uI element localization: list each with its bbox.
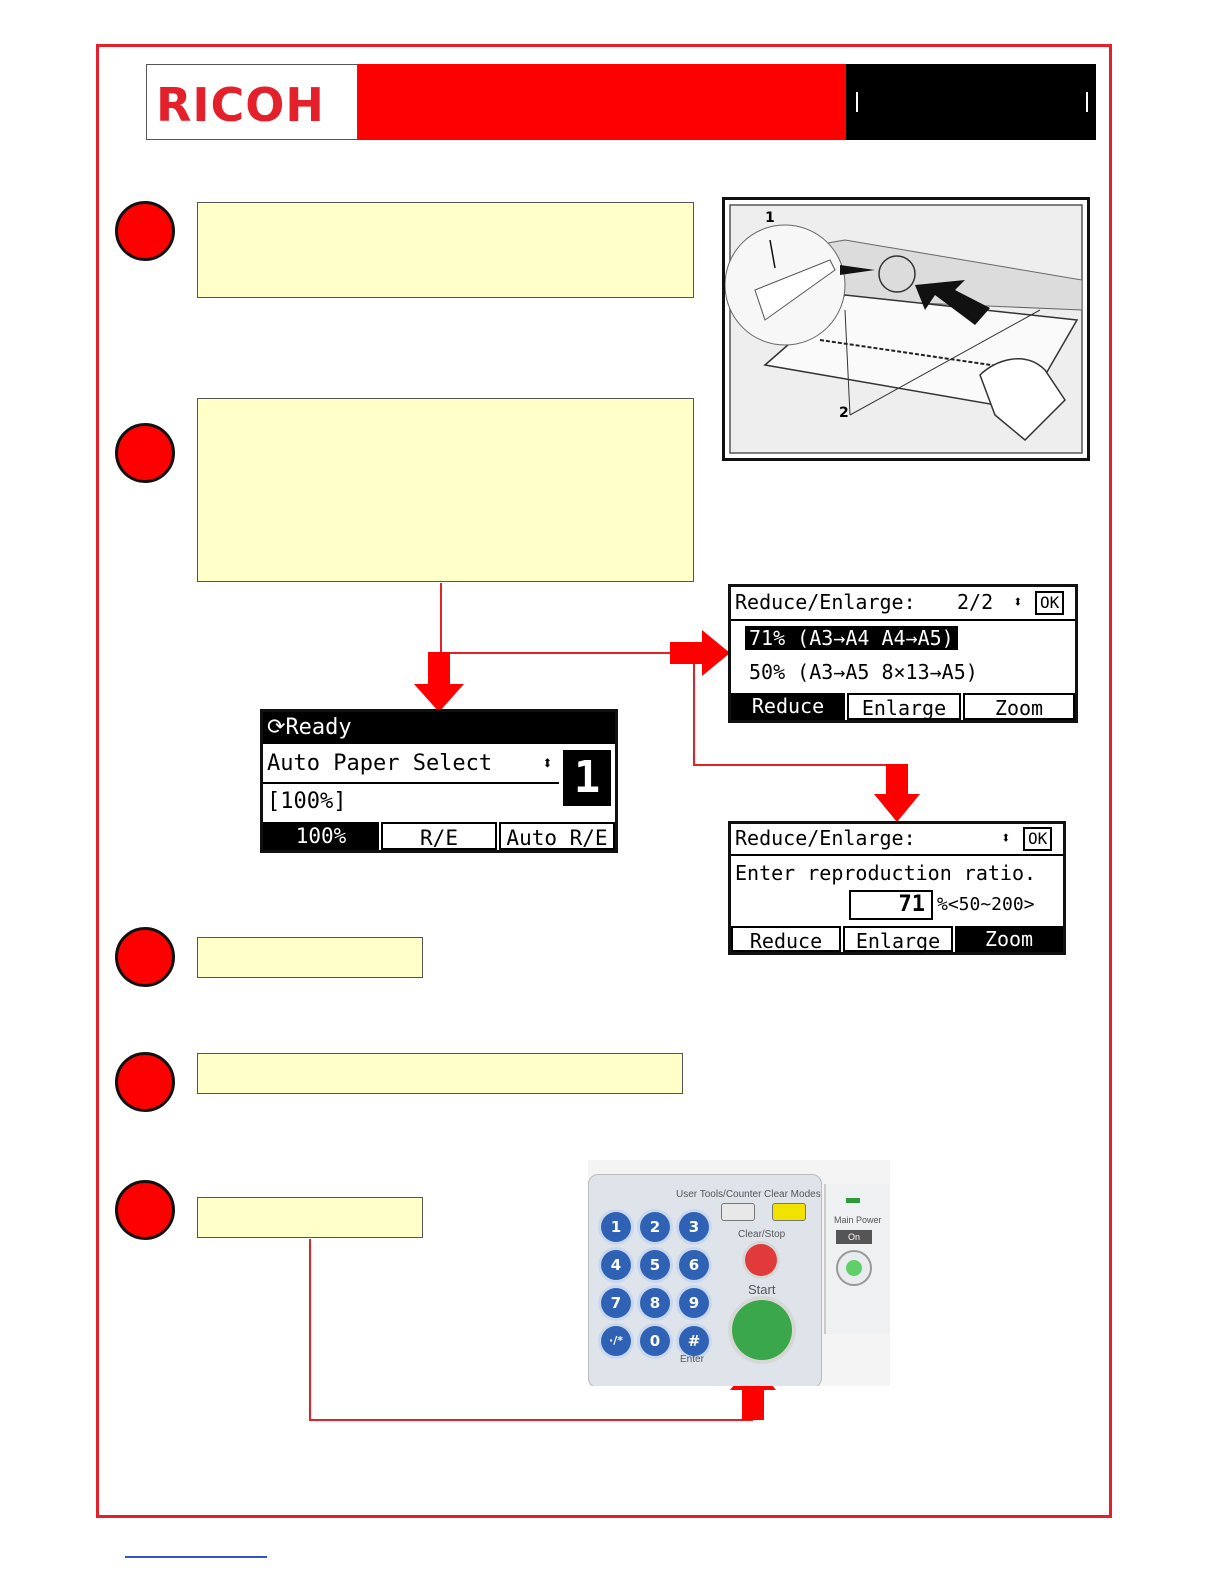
step-marker-1: [115, 201, 175, 261]
callout-2: 2: [839, 405, 849, 421]
lcd-tab-bar: [263, 822, 615, 850]
key-2[interactable]: 2: [640, 1212, 670, 1242]
key-0[interactable]: 0: [640, 1326, 670, 1356]
key-5[interactable]: 5: [640, 1250, 670, 1280]
connector-line: [309, 1419, 753, 1421]
platen-glass-drawing: [725, 200, 1087, 458]
lcd-tab-bar: [731, 926, 1063, 952]
ok-button[interactable]: OK: [1035, 591, 1064, 615]
clear-stop-button[interactable]: [745, 1244, 777, 1276]
tab-enlarge[interactable]: Enlarge: [847, 693, 961, 720]
power-indicator: [846, 1198, 860, 1203]
step-5-note: [197, 1197, 423, 1238]
connector-line: [440, 652, 695, 654]
ratio-input[interactable]: 71: [849, 890, 933, 920]
arrow-down-icon: [414, 652, 464, 712]
lcd-reduce-screen: [728, 584, 1078, 723]
step-3-note: [197, 937, 423, 978]
key-6[interactable]: 6: [679, 1250, 709, 1280]
header-title-slot: [856, 92, 1088, 112]
tab-re[interactable]: R/E: [381, 822, 497, 850]
user-tools-label: User Tools/Counter: [676, 1189, 762, 1200]
tab-zoom[interactable]: Zoom: [963, 693, 1075, 720]
callout-1: 1: [765, 210, 775, 226]
clear-stop-label: Clear/Stop: [738, 1229, 786, 1240]
option-50[interactable]: 50% (A3→A5 8×13→A5): [749, 660, 978, 684]
step-marker-4: [115, 1052, 175, 1112]
lcd-option-row: [731, 623, 1075, 653]
step-marker-5: [115, 1180, 175, 1240]
platen-glass-illustration: [722, 197, 1090, 461]
start-label: Start: [748, 1282, 776, 1297]
control-panel-photo: [588, 1160, 890, 1386]
lcd-zoom-prompt: Enter reproduction ratio.: [735, 861, 1037, 885]
step-4-note: [197, 1053, 683, 1094]
key-3[interactable]: 3: [679, 1212, 709, 1242]
connector-line: [309, 1239, 311, 1421]
ricoh-logo: RICOH: [156, 78, 325, 132]
lcd-paper-text: Auto Paper Select: [267, 751, 493, 776]
lcd-zoom-header: [731, 824, 1063, 856]
key-star[interactable]: ·/*: [601, 1326, 631, 1356]
lcd-page-indicator: 2/2: [957, 590, 994, 614]
lcd-ready-screen: [260, 709, 618, 853]
on-label: On: [836, 1230, 872, 1244]
lcd-reduce-header: [731, 587, 1075, 621]
start-button[interactable]: [732, 1300, 792, 1360]
footer-link[interactable]: [125, 1556, 267, 1558]
key-8[interactable]: 8: [640, 1288, 670, 1318]
key-1[interactable]: 1: [601, 1212, 631, 1242]
lcd-zoom-screen: [728, 821, 1066, 955]
ratio-range: %<50~200>: [937, 894, 1035, 915]
lcd-reduce-title: Reduce/Enlarge:: [735, 590, 916, 614]
connector-line: [693, 764, 897, 766]
step-marker-2: [115, 423, 175, 483]
enter-label: Enter: [680, 1354, 704, 1365]
up-down-icon: ⬍: [542, 753, 553, 774]
connector-line: [440, 583, 442, 653]
key-hash[interactable]: #: [679, 1326, 709, 1356]
clear-modes-label: Clear Modes: [764, 1189, 821, 1200]
lcd-status-text: Ready: [285, 715, 352, 740]
ok-button[interactable]: OK: [1023, 827, 1052, 851]
lcd-ratio-text: [100%]: [267, 789, 347, 814]
main-power-label: Main Power: [834, 1215, 882, 1225]
clear-modes-button[interactable]: [772, 1203, 806, 1221]
key-9[interactable]: 9: [679, 1288, 709, 1318]
header-red-band: [358, 64, 846, 140]
user-tools-button[interactable]: [721, 1203, 755, 1221]
step-2-note: [197, 398, 694, 582]
step-marker-3: [115, 927, 175, 987]
lcd-copy-count: 1: [563, 750, 611, 806]
tab-reduce[interactable]: Reduce: [731, 693, 845, 720]
tab-reduce[interactable]: Reduce: [731, 926, 841, 952]
up-down-icon: ⬍: [1013, 592, 1023, 611]
tab-zoom[interactable]: Zoom: [955, 926, 1063, 952]
lcd-paper-row: [263, 746, 559, 784]
step-1-note: [197, 202, 694, 298]
lcd-status-bar: [263, 712, 615, 744]
tab-enlarge[interactable]: Enlarge: [843, 926, 953, 952]
lcd-zoom-title: Reduce/Enlarge:: [735, 826, 916, 850]
lcd-tab-bar: [731, 693, 1075, 720]
up-down-icon: ⬍: [1001, 828, 1011, 847]
arrow-right-icon: [670, 630, 730, 676]
tab-100[interactable]: 100%: [263, 822, 379, 850]
key-4[interactable]: 4: [601, 1250, 631, 1280]
arrow-down-icon: [874, 764, 920, 822]
option-71[interactable]: 71% (A3→A4 A4→A5): [745, 626, 958, 650]
tab-auto-re[interactable]: Auto R/E: [499, 822, 615, 850]
main-power-button[interactable]: [836, 1250, 872, 1286]
ready-icon: ⟳: [267, 715, 286, 740]
key-7[interactable]: 7: [601, 1288, 631, 1318]
